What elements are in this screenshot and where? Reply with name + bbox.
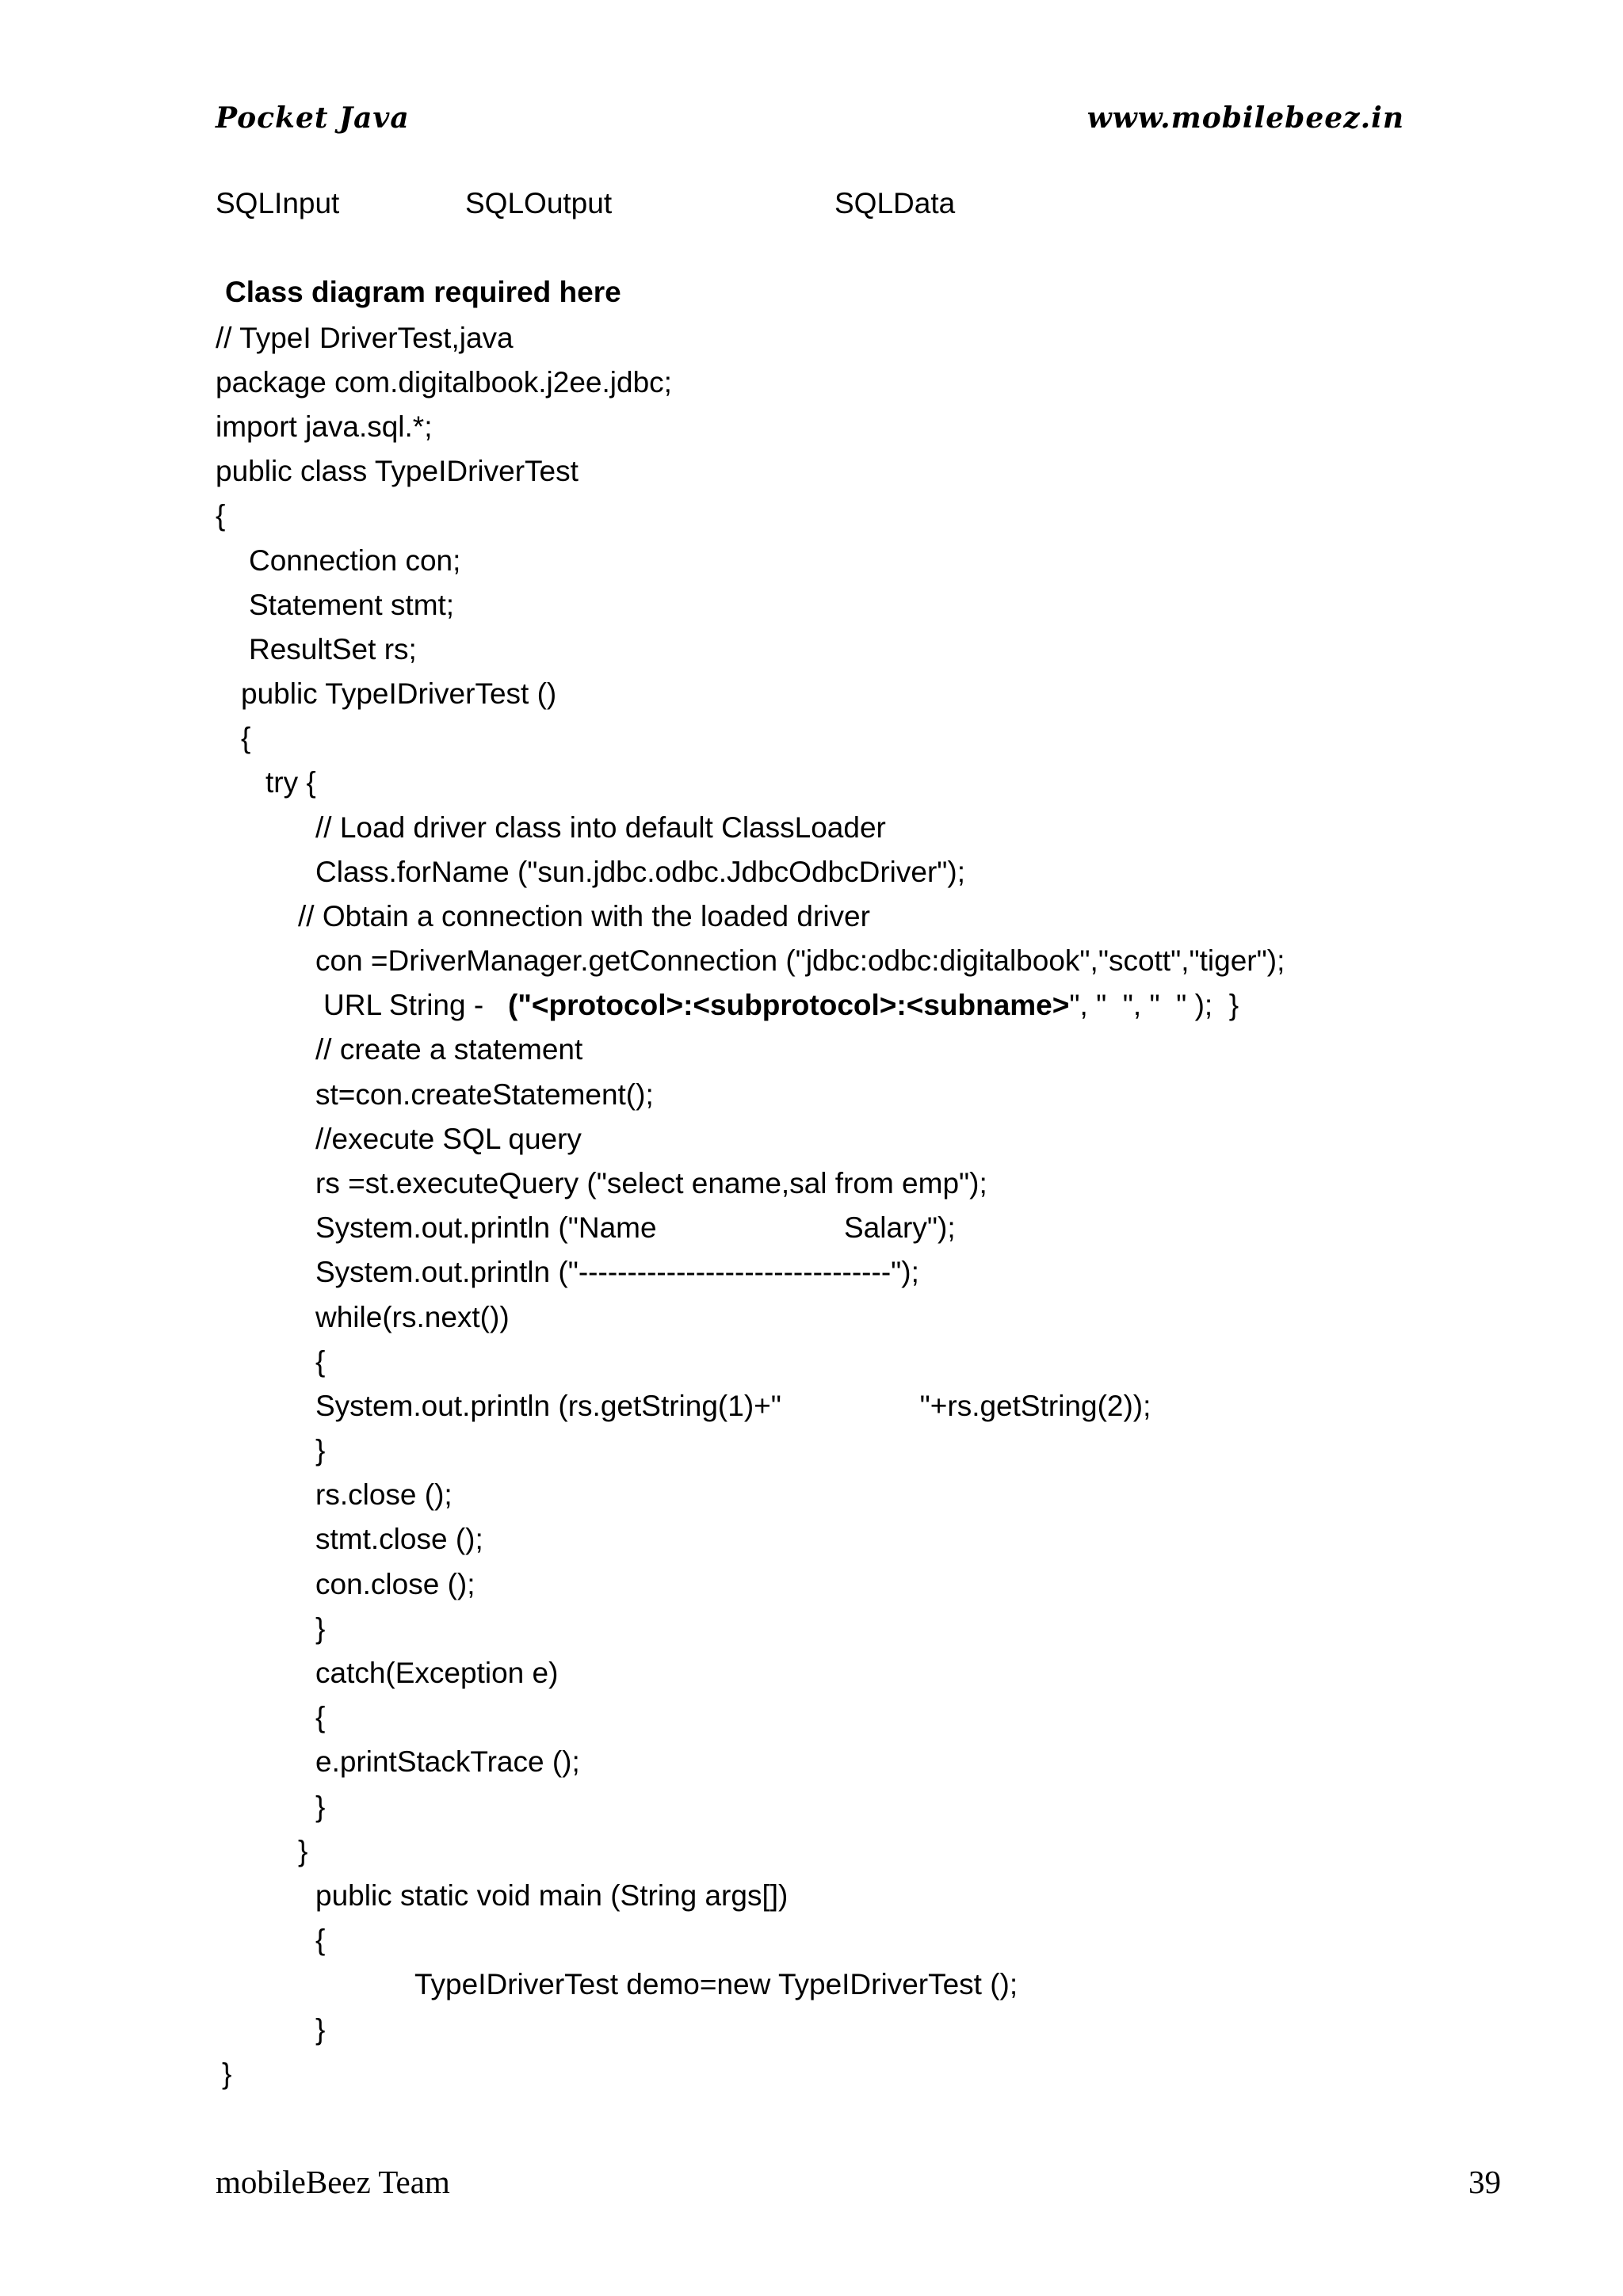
code-line: rs =st.executeQuery ("select ename,sal from emp"); xyxy=(315,1167,987,1199)
code-line: rs.close (); xyxy=(315,1478,453,1511)
code-line: try { xyxy=(265,766,316,799)
interface-sqlinput: SQLInput xyxy=(216,187,340,219)
code-line: Connection con; xyxy=(249,544,461,577)
code-line: } xyxy=(222,2058,232,2090)
code-line: Class.forName ("sun.jdbc.odbc.JdbcOdbcDriver"); xyxy=(315,856,965,888)
code-line: import java.sql.*; xyxy=(216,410,433,443)
code-line: Statement stmt; xyxy=(249,589,455,621)
code-line: st=con.createStatement(); xyxy=(315,1078,654,1111)
code-line: stmt.close (); xyxy=(315,1523,483,1555)
url-string-tail: ", " ", " " ); } xyxy=(1069,989,1239,1021)
code-line: // Obtain a connection with the loaded driver xyxy=(298,900,870,933)
url-format: ("<protocol>:<subprotocol>:<subname> xyxy=(508,989,1070,1021)
code-line: //execute SQL query xyxy=(315,1123,582,1155)
code-line: } xyxy=(298,1835,308,1867)
code-line: con =DriverManager.getConnection ("jdbc:odbc:digitalbook","scott","tiger"); xyxy=(315,944,1285,977)
code-line: { xyxy=(241,722,251,754)
code-line: { xyxy=(315,1345,326,1378)
url-string-line xyxy=(323,983,1239,1028)
website-url: www.mobilebeez.in xyxy=(1086,101,1404,135)
code-line: TypeIDriverTest demo=new TypeIDriverTest (); xyxy=(414,1968,1018,2000)
code-line: } xyxy=(315,2013,326,2046)
code-line: con.close (); xyxy=(315,1568,475,1600)
code-line: public class TypeIDriverTest xyxy=(216,455,579,487)
code-line: catch(Exception e) xyxy=(315,1657,559,1689)
code-line: // TypeI DriverTest,java xyxy=(216,322,514,354)
code-line: e.printStackTrace (); xyxy=(315,1745,580,1778)
code-line: while(rs.next()) xyxy=(315,1301,510,1333)
code-line: { xyxy=(216,499,226,532)
url-string-label: URL String - xyxy=(323,989,509,1021)
code-line: System.out.println (rs.getString(1)+" "+rs.getString(2)); xyxy=(315,1390,1151,1422)
code-line: { xyxy=(315,1924,326,1956)
code-line: // create a statement xyxy=(315,1033,583,1066)
code-line: } xyxy=(315,1791,326,1823)
code-line: { xyxy=(315,1701,326,1733)
code-line: public static void main (String args[]) xyxy=(315,1879,789,1912)
footer-team: mobileBeez Team xyxy=(216,2164,450,2200)
diagram-note: Class diagram required here xyxy=(225,276,621,308)
code-line: public TypeIDriverTest () xyxy=(241,677,557,710)
code-line: System.out.println ("Name Salary"); xyxy=(315,1211,956,1244)
code-line: package com.digitalbook.j2ee.jdbc; xyxy=(216,366,672,399)
code-line: ResultSet rs; xyxy=(249,633,417,666)
interface-sqloutput: SQLOutput xyxy=(465,187,613,219)
book-title: Pocket Java xyxy=(216,101,410,135)
code-line: // Load driver class into default ClassLoader xyxy=(315,811,886,844)
code-line: System.out.println ("--------------------------------"); xyxy=(315,1256,919,1288)
code-line: } xyxy=(315,1434,326,1466)
code-line: } xyxy=(315,1612,326,1645)
interface-sqldata: SQLData xyxy=(834,187,956,219)
page-number: 39 xyxy=(1468,2164,1501,2200)
